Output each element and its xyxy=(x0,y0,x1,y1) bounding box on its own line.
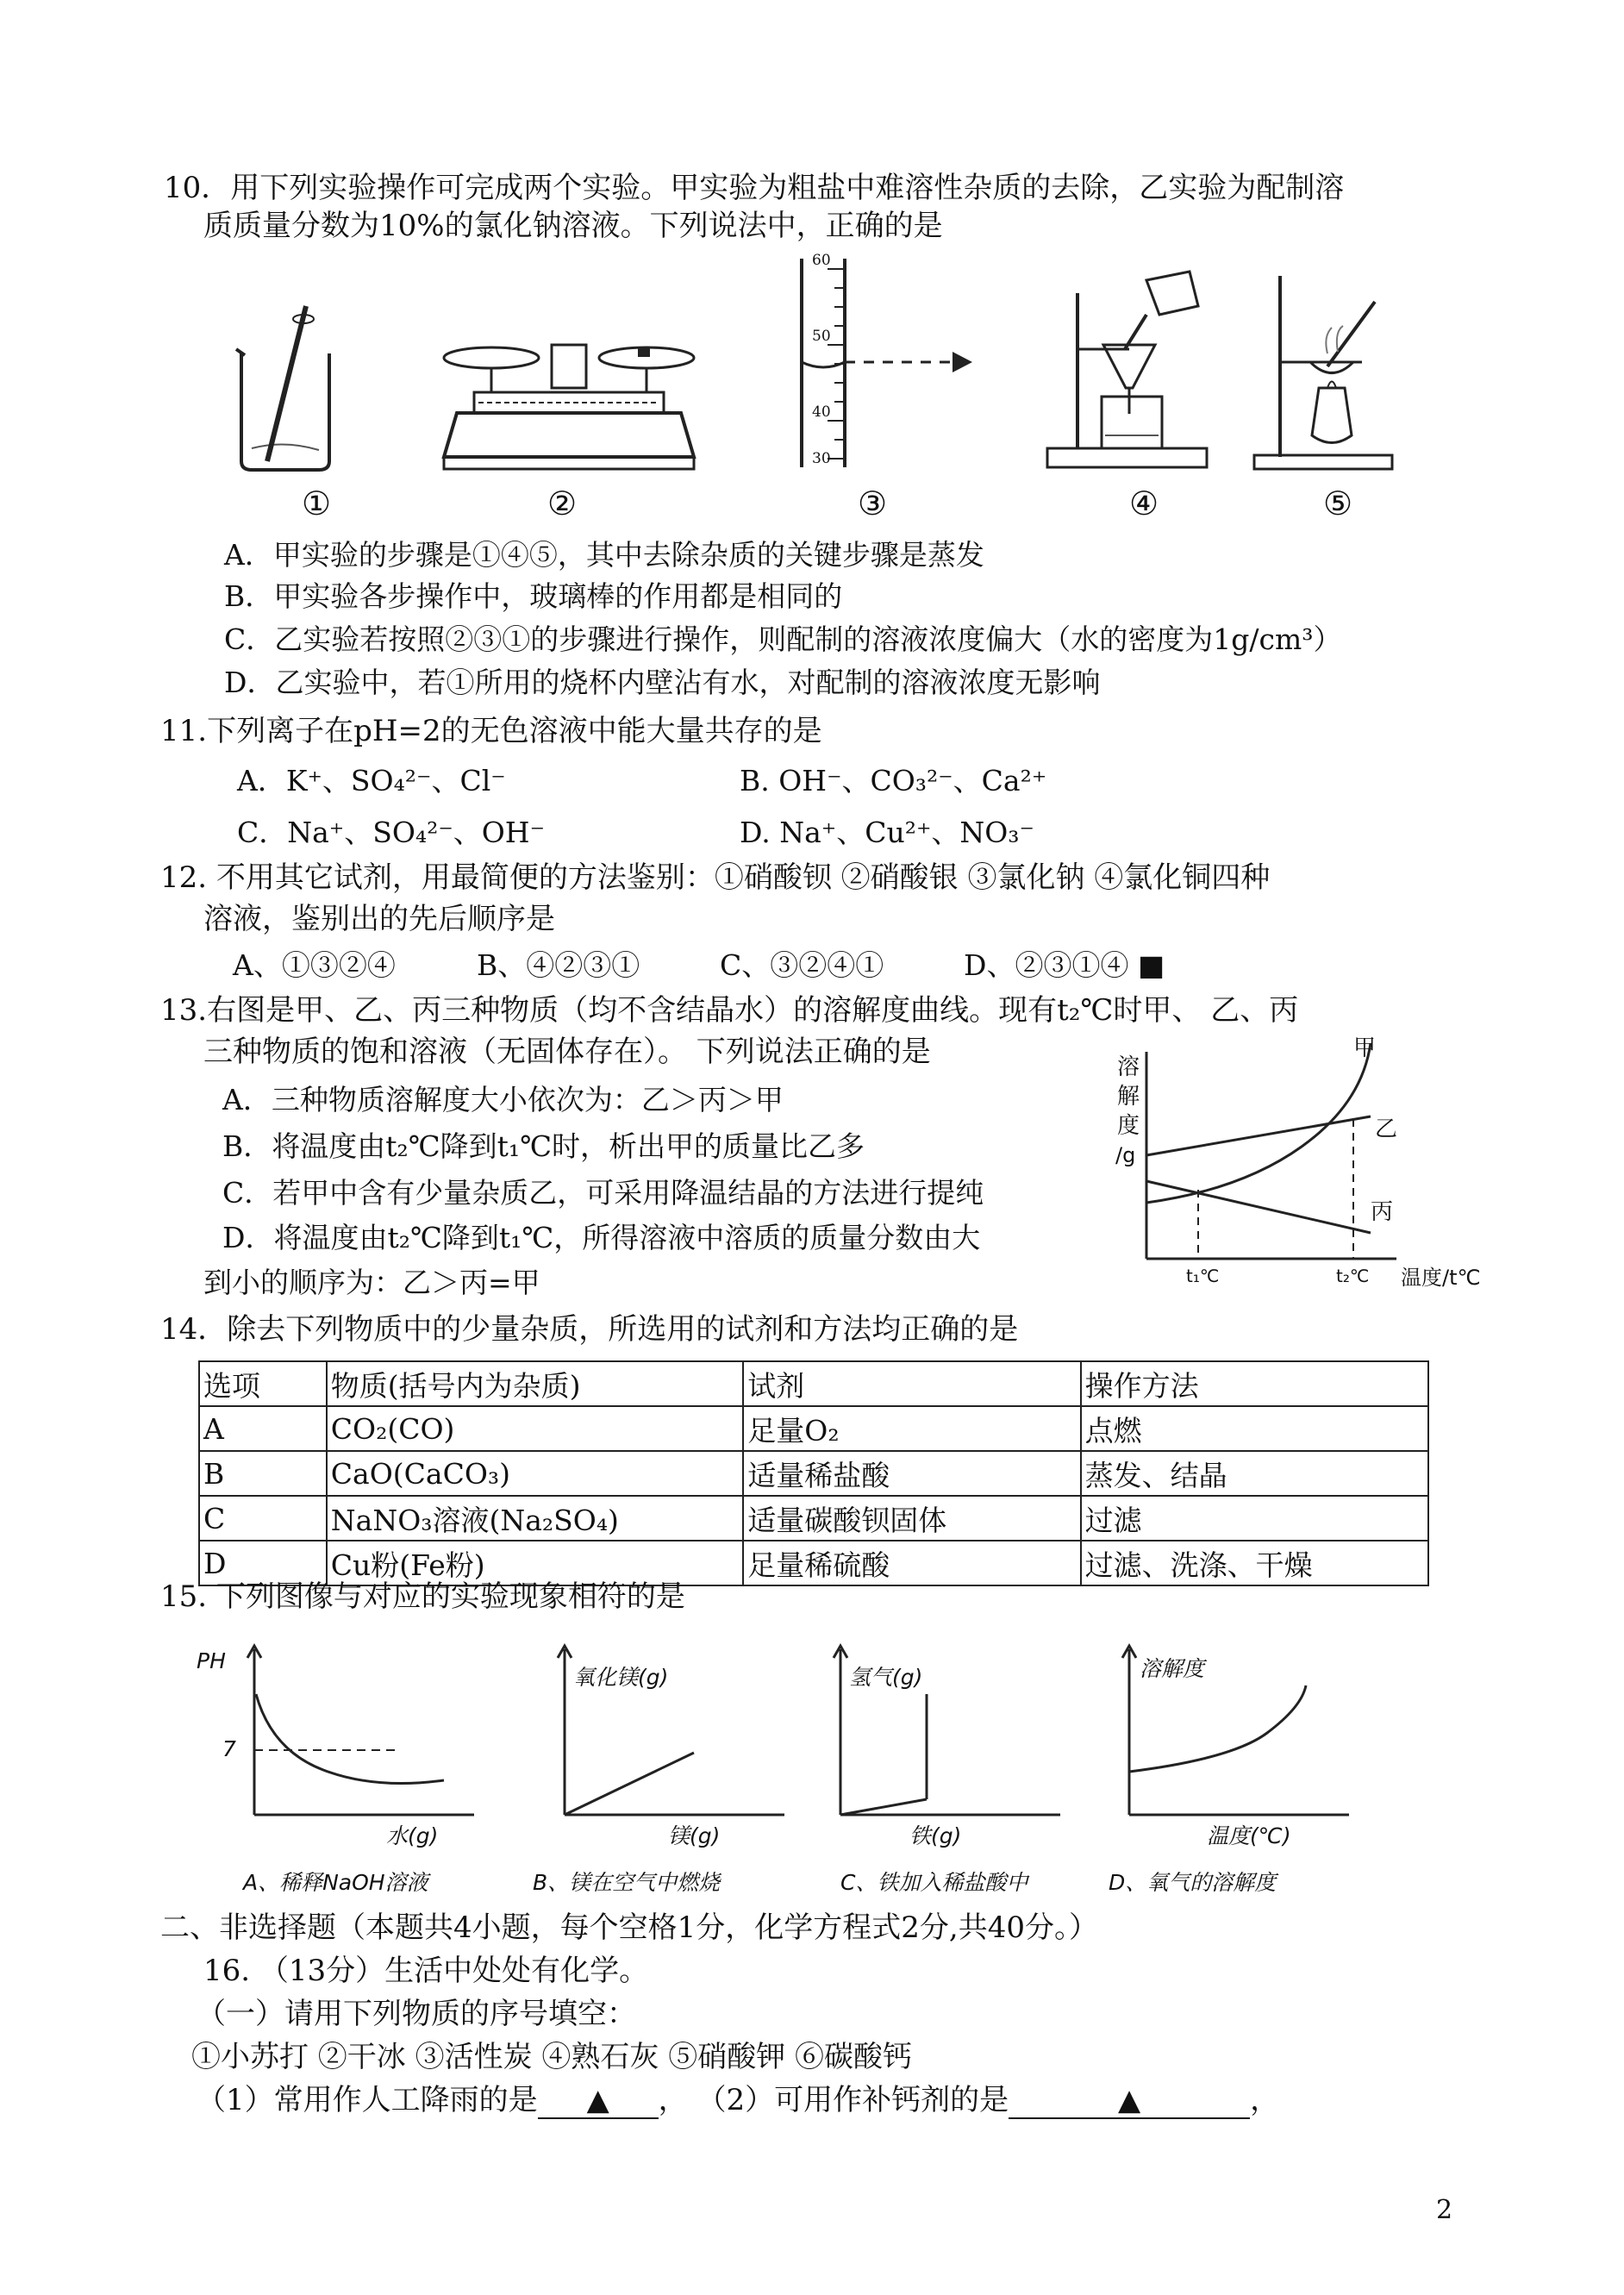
q13-stem-line2: 三种物质的饱和溶液（无固体存在）。 下列说法正确的是 xyxy=(203,1035,931,1069)
chart-t1-label: t₁℃ xyxy=(1186,1266,1220,1286)
figure-label-4: ④ xyxy=(1129,485,1159,522)
q11-stem: 11.下列离子在pH=2的无色溶液中能大量共存的是 xyxy=(160,714,822,748)
q14-table xyxy=(198,1360,1429,1586)
table-cell: C xyxy=(199,1496,327,1541)
graph-b-x-label: 镁(g) xyxy=(668,1823,721,1848)
q13-stem-line1: 13.右图是甲、乙、丙三种物质（均不含结晶水）的溶解度曲线。现有t₂℃时甲、 乙、丙 xyxy=(160,993,1299,1028)
graph-c-fe-hcl xyxy=(806,1642,1065,1845)
q13-option-d: D．将温度由t₂℃降到t₁℃，所得溶液中溶质的质量分数由大 xyxy=(222,1221,981,1254)
solubility-curve-chart xyxy=(1112,1043,1517,1285)
q10-stem-line1: 10．用下列实验操作可完成两个实验。甲实验为粗盐中难溶性杂质的去除，乙实验为配制溶 xyxy=(164,171,1345,205)
chart-t2-label: t₂℃ xyxy=(1336,1266,1370,1286)
q12-option-b: B、④②③① xyxy=(477,948,640,982)
q16-substances: ①小苏打 ②干冰 ③活性炭 ④熟石灰 ⑤硝酸钾 ⑥碳酸钙 xyxy=(191,2040,913,2074)
blank2-prefix: ， （2）可用作补钙剂的是 xyxy=(658,2083,1009,2117)
header-cell: 选项 xyxy=(199,1361,327,1406)
q13-option-a: A．三种物质溶解度大小依次为：乙＞丙＞甲 xyxy=(222,1083,784,1116)
graph-b-y-label: 氧化镁(g) xyxy=(573,1665,669,1690)
table-cell: 足量稀硫酸 xyxy=(743,1541,1080,1585)
q13-option-d-cont: 到小的顺序为：乙＞丙=甲 xyxy=(203,1266,540,1299)
header-cell: 试剂 xyxy=(743,1361,1080,1406)
q14-stem: 14．除去下列物质中的少量杂质，所选用的试剂和方法均正确的是 xyxy=(160,1312,1019,1347)
series-label-bing: 丙 xyxy=(1371,1199,1394,1225)
table-row xyxy=(199,1406,1428,1451)
q13-option-c: C．若甲中含有少量杂质乙，可采用降温结晶的方法进行提纯 xyxy=(222,1176,984,1210)
graph-a-dilute-naoh xyxy=(220,1642,478,1845)
page-number: 2 xyxy=(1436,2195,1453,2225)
table-cell: 适量碳酸钡固体 xyxy=(743,1496,1080,1541)
figure-label-2: ② xyxy=(547,485,578,522)
q10-stem-line2: 质质量分数为10%的氯化钠溶液。下列说法中，正确的是 xyxy=(203,209,943,243)
answer-blank-2[interactable]: ▲ xyxy=(1009,2083,1250,2119)
q15-stem: 15. 下列图像与对应的实验现象相符的是 xyxy=(160,1579,685,1614)
graph-d-caption: D、氧气的溶解度 xyxy=(1109,1870,1277,1895)
figure-label-1: ① xyxy=(302,485,332,522)
cylinder-tick-50: 50 xyxy=(812,328,831,345)
table-cell: B xyxy=(199,1451,327,1496)
graph-d-oxygen-solubility xyxy=(1095,1642,1353,1845)
q12-option-d: D、②③①④ ■ xyxy=(964,948,1165,982)
table-cell: CO₂(CO) xyxy=(327,1406,743,1451)
balance-figure xyxy=(440,328,698,474)
q11-option-c: C．Na⁺、SO₄²⁻、OH⁻ xyxy=(237,816,546,849)
table-cell: 点燃 xyxy=(1081,1406,1428,1451)
graph-c-y-label: 氢气(g) xyxy=(849,1665,923,1690)
beaker-stirring-figure xyxy=(233,302,345,474)
q10-option-c: C．乙实验若按照②③①的步骤进行操作，则配制的溶液浓度偏大（水的密度为1g/cm³） xyxy=(224,622,1342,656)
chart-y-label-3: 度 xyxy=(1117,1113,1140,1139)
q16-blank-line xyxy=(197,2083,1279,2119)
chart-x-label: 温度/t℃ xyxy=(1401,1266,1481,1290)
graph-a-y-label: PH xyxy=(197,1648,226,1673)
q11-option-a: A．K⁺、SO₄²⁻、Cl⁻ xyxy=(237,764,506,797)
figure-label-5: ⑤ xyxy=(1323,485,1353,522)
header-cell: 操作方法 xyxy=(1081,1361,1428,1406)
q10-option-b: B．甲实验各步操作中，玻璃棒的作用都是相同的 xyxy=(224,579,843,613)
q12-option-a: A、①③②④ xyxy=(233,948,396,982)
table-cell: 过滤 xyxy=(1081,1496,1428,1541)
q11-option-d: D. Na⁺、Cu²⁺、NO₃⁻ xyxy=(740,816,1034,849)
cylinder-tick-40: 40 xyxy=(812,403,831,421)
q12-stem-line1: 12. 不用其它试剂，用最简便的方法鉴别：①硝酸钡 ②硝酸银 ③氯化钠 ④氯化铜四种 xyxy=(160,860,1271,895)
chart-y-label-2: 解 xyxy=(1117,1084,1140,1110)
q12-option-c: C、③②④① xyxy=(720,948,884,982)
q16-stem: 16. （13分）生活中处处有化学。 xyxy=(203,1954,649,1988)
graph-c-caption: C、铁加入稀盐酸中 xyxy=(840,1870,1028,1895)
q11-option-b: B. OH⁻、CO₃²⁻、Ca²⁺ xyxy=(740,764,1047,797)
filtration-figure xyxy=(1043,267,1215,474)
cylinder-tick-60: 60 xyxy=(812,252,831,269)
table-cell: 过滤、洗涤、干燥 xyxy=(1081,1541,1428,1585)
table-cell: Cu粉(Fe粉) xyxy=(327,1541,743,1585)
table-cell: D xyxy=(199,1541,327,1585)
graph-d-y-label: 溶解度 xyxy=(1140,1656,1205,1681)
graph-a-mark-7: 7 xyxy=(222,1736,236,1761)
table-cell: 适量稀盐酸 xyxy=(743,1451,1080,1496)
graph-a-caption: A、稀释NaOH溶液 xyxy=(243,1870,428,1895)
figure-label-3: ③ xyxy=(858,485,888,522)
section2-heading: 二、非选择题（本题共4小题，每个空格1分，化学方程式2分,共40分。） xyxy=(160,1910,1098,1945)
graph-b-caption: B、镁在空气中燃烧 xyxy=(533,1870,721,1895)
table-cell: 足量O₂ xyxy=(743,1406,1080,1451)
graph-c-x-label: 铁(g) xyxy=(909,1823,962,1848)
table-cell: CaO(CaCO₃) xyxy=(327,1451,743,1496)
graduated-cylinder-figure xyxy=(776,252,991,472)
q10-option-d: D．乙实验中，若①所用的烧杯内壁沾有水，对配制的溶液浓度无影响 xyxy=(224,666,1101,699)
graph-a-x-label: 水(g) xyxy=(386,1823,439,1848)
cylinder-tick-30: 30 xyxy=(812,450,831,467)
q13-option-b: B．将温度由t₂℃降到t₁℃时，析出甲的质量比乙多 xyxy=(222,1129,865,1163)
graph-d-x-label: 温度(℃) xyxy=(1207,1823,1291,1848)
series-label-jia: 甲 xyxy=(1353,1035,1377,1061)
series-label-yi: 乙 xyxy=(1375,1116,1398,1142)
blank1-prefix: （1）常用作人工降雨的是 xyxy=(197,2083,538,2117)
table-cell: A xyxy=(199,1406,327,1451)
q12-stem-line2: 溶液，鉴别出的先后顺序是 xyxy=(203,902,555,936)
evaporation-figure xyxy=(1250,267,1396,474)
q16-part1: （一）请用下列物质的序号填空： xyxy=(197,1997,636,2031)
chart-y-label-4: /g xyxy=(1115,1143,1136,1167)
table-cell: 蒸发、结晶 xyxy=(1081,1451,1428,1496)
blank2-suffix: ， xyxy=(1250,2083,1280,2117)
table-row xyxy=(199,1496,1428,1541)
chart-y-label-1: 溶 xyxy=(1117,1054,1140,1080)
table-cell: NaNO₃溶液(Na₂SO₄) xyxy=(327,1496,743,1541)
header-cell: 物质(括号内为杂质) xyxy=(327,1361,743,1406)
answer-blank-1[interactable]: ▲ xyxy=(538,2083,659,2119)
table-header-row xyxy=(199,1361,1428,1406)
table-row xyxy=(199,1451,1428,1496)
q10-option-a: A．甲实验的步骤是①④⑤，其中去除杂质的关键步骤是蒸发 xyxy=(224,538,984,572)
